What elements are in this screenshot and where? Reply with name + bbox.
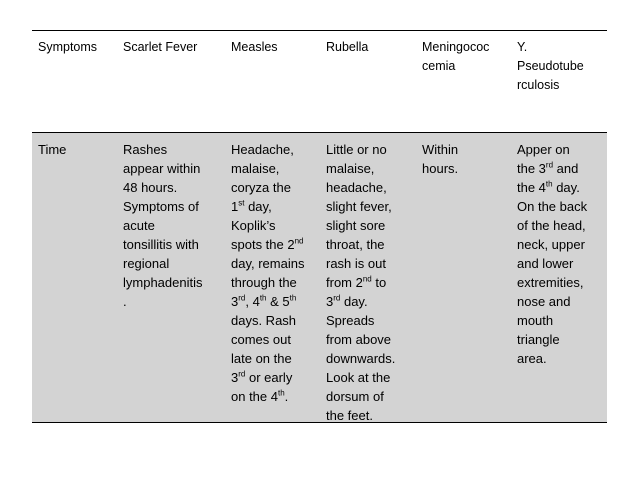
header-line: Pseudotube — [517, 59, 584, 73]
cell-measles — [225, 133, 320, 422]
cell-line — [231, 292, 320, 311]
cell-scarlet-fever — [117, 133, 225, 422]
cell-line — [326, 273, 416, 292]
cell-line — [517, 178, 607, 197]
cell-line: On the back — [517, 199, 588, 214]
text: the 4 — [517, 180, 546, 195]
cell-line: comes out — [231, 332, 291, 347]
cell-line: dorsum of — [326, 389, 384, 404]
cell-line: Little or no — [326, 142, 387, 157]
text: 3 — [231, 370, 239, 385]
superscript: nd — [294, 236, 304, 246]
cell-line: throat, the — [326, 237, 385, 252]
cell-line: Look at the — [326, 370, 391, 385]
header-line: Y. — [517, 40, 528, 54]
superscript: rd — [545, 160, 554, 170]
header-line: Scarlet Fever — [123, 40, 198, 54]
cell-line: lymphadenitis — [123, 275, 203, 290]
text: the 3 — [517, 161, 546, 176]
row-label: Time — [38, 142, 67, 157]
cell-line: Koplik’s — [231, 218, 276, 233]
superscript: th — [545, 179, 553, 189]
cell-line: slight fever, — [326, 199, 392, 214]
cell-meningococcemia — [416, 133, 511, 422]
cell-line: of the head, — [517, 218, 586, 233]
superscript: rd — [238, 293, 246, 303]
cell-line: acute — [123, 218, 155, 233]
cell-line: from above — [326, 332, 392, 347]
cell-line: day, remains — [231, 256, 305, 271]
header-line: rculosis — [517, 78, 560, 92]
superscript: rd — [238, 369, 246, 379]
cell-line: Symptoms of — [123, 199, 199, 214]
cell-line: and lower — [517, 256, 574, 271]
cell-line — [326, 292, 416, 311]
text: from 2 — [326, 275, 363, 290]
cell-line: Headache, — [231, 142, 294, 157]
cell-line: Within — [422, 142, 459, 157]
cell-line: regional — [123, 256, 170, 271]
text: . — [284, 389, 289, 404]
header-line: cemia — [422, 59, 456, 73]
cell-line: slight sore — [326, 218, 386, 233]
header-y-pseudotuberculosis — [511, 31, 607, 132]
superscript: th — [278, 388, 285, 398]
cell-line — [231, 387, 320, 406]
header-scarlet-fever — [117, 31, 225, 132]
text: 3 — [231, 294, 239, 309]
cell-y-pseudotuberculosis — [511, 133, 607, 422]
cell-line: tonsillitis with — [123, 237, 199, 252]
cell-line: Apper on — [517, 142, 570, 157]
cell-line: rash is out — [326, 256, 386, 271]
cell-line: neck, upper — [517, 237, 585, 252]
cell-line — [231, 235, 320, 254]
cell-rubella — [320, 133, 416, 422]
cell-line: nose and — [517, 294, 571, 309]
cell-line: malaise, — [326, 161, 375, 176]
cell-line: Spreads — [326, 313, 375, 328]
cell-line: appear within — [123, 161, 201, 176]
table-row-time — [32, 133, 607, 423]
cell-line — [231, 368, 320, 387]
superscript: rd — [333, 293, 341, 303]
symptoms-table — [32, 30, 607, 423]
superscript: st — [238, 198, 245, 208]
table-header-row — [32, 30, 607, 133]
cell-line: the feet. — [326, 408, 373, 423]
header-line: Meningococ — [422, 40, 490, 54]
text: spots the 2 — [231, 237, 295, 252]
text: day, — [244, 199, 272, 214]
text: day. — [340, 294, 368, 309]
cell-line: area. — [517, 351, 547, 366]
header-line: Rubella — [326, 40, 369, 54]
header-line: Symptoms — [38, 40, 98, 54]
cell-line: extremities, — [517, 275, 584, 290]
row-label-time — [32, 133, 117, 422]
cell-line: days. Rash — [231, 313, 297, 328]
text: to — [371, 275, 387, 290]
text: & 5 — [266, 294, 290, 309]
text: on the 4 — [231, 389, 278, 404]
header-rubella — [320, 31, 416, 132]
cell-line: coryza the — [231, 180, 291, 195]
text: or early — [245, 370, 293, 385]
cell-line: through the — [231, 275, 297, 290]
superscript: th — [289, 293, 297, 303]
cell-line — [517, 159, 607, 178]
cell-line: headache, — [326, 180, 387, 195]
text: 3 — [326, 294, 334, 309]
header-measles — [225, 31, 320, 132]
cell-line: Rashes — [123, 142, 168, 157]
header-meningococcemia — [416, 31, 511, 132]
cell-line: mouth — [517, 313, 554, 328]
cell-line: late on the — [231, 351, 292, 366]
superscript: nd — [362, 274, 372, 284]
text: 1 — [231, 199, 239, 214]
cell-line: triangle — [517, 332, 560, 347]
cell-line: 48 hours. — [123, 180, 178, 195]
cell-line: malaise, — [231, 161, 280, 176]
header-line: Measles — [231, 40, 278, 54]
superscript: th — [259, 293, 267, 303]
cell-line — [231, 197, 320, 216]
text: , 4 — [245, 294, 260, 309]
text: and — [553, 161, 579, 176]
header-symptoms — [32, 31, 117, 132]
cell-line: . — [123, 294, 127, 309]
text: day. — [552, 180, 580, 195]
cell-line: downwards. — [326, 351, 396, 366]
cell-line: hours. — [422, 161, 459, 176]
